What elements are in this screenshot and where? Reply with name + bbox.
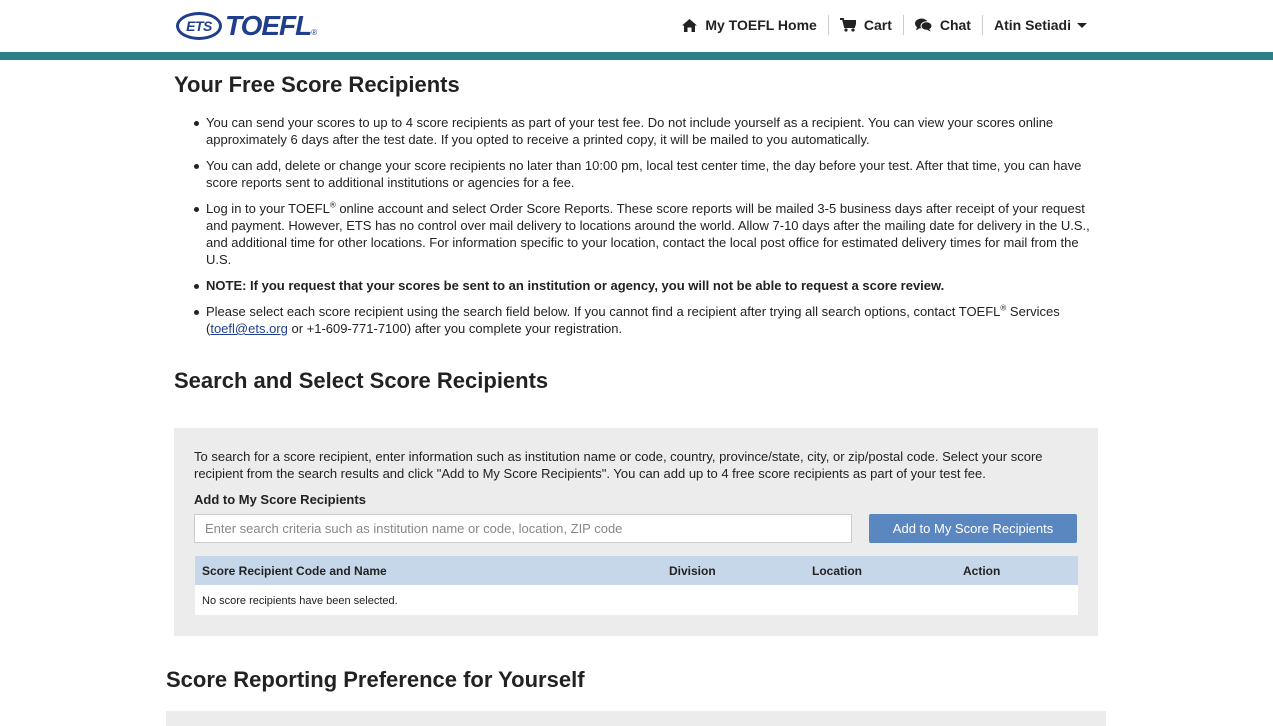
search-input[interactable] bbox=[194, 514, 852, 543]
toefl-logo-text: TOEFL bbox=[225, 10, 312, 41]
text: or +1-609-771-7100) after you complete your registration. bbox=[287, 321, 623, 336]
list-item bbox=[194, 303, 1094, 337]
table-row bbox=[195, 585, 1078, 615]
nav-label: My TOEFL Home bbox=[705, 17, 817, 33]
add-to-my-score-recipients-button[interactable]: Add to My Score Recipients bbox=[869, 514, 1077, 543]
search-recipients-title: Search and Select Score Recipients bbox=[174, 368, 549, 393]
nav-label: Cart bbox=[863, 17, 892, 33]
recipients-table bbox=[195, 556, 1078, 615]
nav-label: Chat bbox=[939, 17, 971, 33]
home-icon bbox=[682, 19, 697, 32]
free-recipients-title: Your Free Score Recipients bbox=[174, 72, 460, 97]
list-item: You can add, delete or change your score recipients no later than 10:00 pm, local test center time, the day before your test. After that time, you can have score reports sent to additional institutions or agencies for a fee. bbox=[194, 157, 1094, 191]
search-description: To search for a score recipient, enter information such as institution name or code, country, province/state, city, or zip/postal code. Select your score recipient from the search results and click "Add to My Score Recipients". You can add up to 4 free score recipients as part of your test fee. bbox=[194, 449, 1043, 481]
text: Services ( bbox=[206, 304, 1060, 336]
chat-icon bbox=[915, 18, 932, 32]
empty-message: No score recipients have been selected. bbox=[202, 595, 398, 607]
search-label: Add to My Score Recipients bbox=[194, 492, 366, 507]
user-menu[interactable] bbox=[982, 15, 1087, 35]
info-list bbox=[194, 114, 1094, 346]
email-link[interactable]: toefl@ets.org bbox=[210, 321, 288, 336]
column-header: Score Recipient Code and Name bbox=[202, 564, 387, 578]
header-accent-bar bbox=[0, 52, 1273, 60]
column-header: Action bbox=[963, 564, 1001, 578]
registered-mark: ® bbox=[1000, 303, 1007, 313]
nav-chat[interactable] bbox=[903, 15, 982, 35]
nav-cart[interactable] bbox=[828, 15, 903, 35]
preference-panel bbox=[166, 711, 1106, 726]
registered-mark: ® bbox=[329, 200, 336, 210]
text: online account and select Order Score Reports. These score reports will be mailed 3-5 business days after receipt of your request and payment. However, ETS has no control over mail delivery to locations around the world. Allow 7-10 days after the mailing date for delivery in the U.S., and additional time for other locations. For information specific to your location, contact the local post office for estimated delivery times for mail from the U.S. bbox=[206, 201, 1090, 267]
site-header bbox=[0, 0, 1273, 52]
chevron-down-icon bbox=[1077, 23, 1087, 28]
search-panel bbox=[174, 428, 1098, 636]
text: Log in to your TOEFL bbox=[206, 201, 330, 216]
ets-toefl-logo[interactable] bbox=[176, 9, 317, 43]
preference-title: Score Reporting Preference for Yourself bbox=[166, 667, 585, 692]
nav-my-toefl-home[interactable] bbox=[671, 15, 828, 35]
cart-icon bbox=[840, 18, 856, 32]
column-header: Division bbox=[669, 564, 716, 578]
list-item bbox=[194, 200, 1094, 268]
ets-logo-badge: ETS bbox=[176, 12, 222, 40]
table-header bbox=[195, 556, 1078, 585]
note-item: NOTE: If you request that your scores be sent to an institution or agency, you will not be able to request a score review. bbox=[194, 277, 1094, 294]
text: Please select each score recipient using the search field below. If you cannot find a recipient after trying all search options, contact TOEFL bbox=[206, 304, 1001, 319]
column-header: Location bbox=[812, 564, 862, 578]
registered-mark: ® bbox=[311, 28, 318, 37]
top-nav bbox=[671, 15, 1087, 35]
user-name: Atin Setiadi bbox=[993, 17, 1071, 33]
list-item: You can send your scores to up to 4 score recipients as part of your test fee. Do not include yourself as a recipient. You can view your scores online approximately 6 days after the test date. If you opted to receive a printed copy, it will be mailed to you automatically. bbox=[194, 114, 1094, 148]
